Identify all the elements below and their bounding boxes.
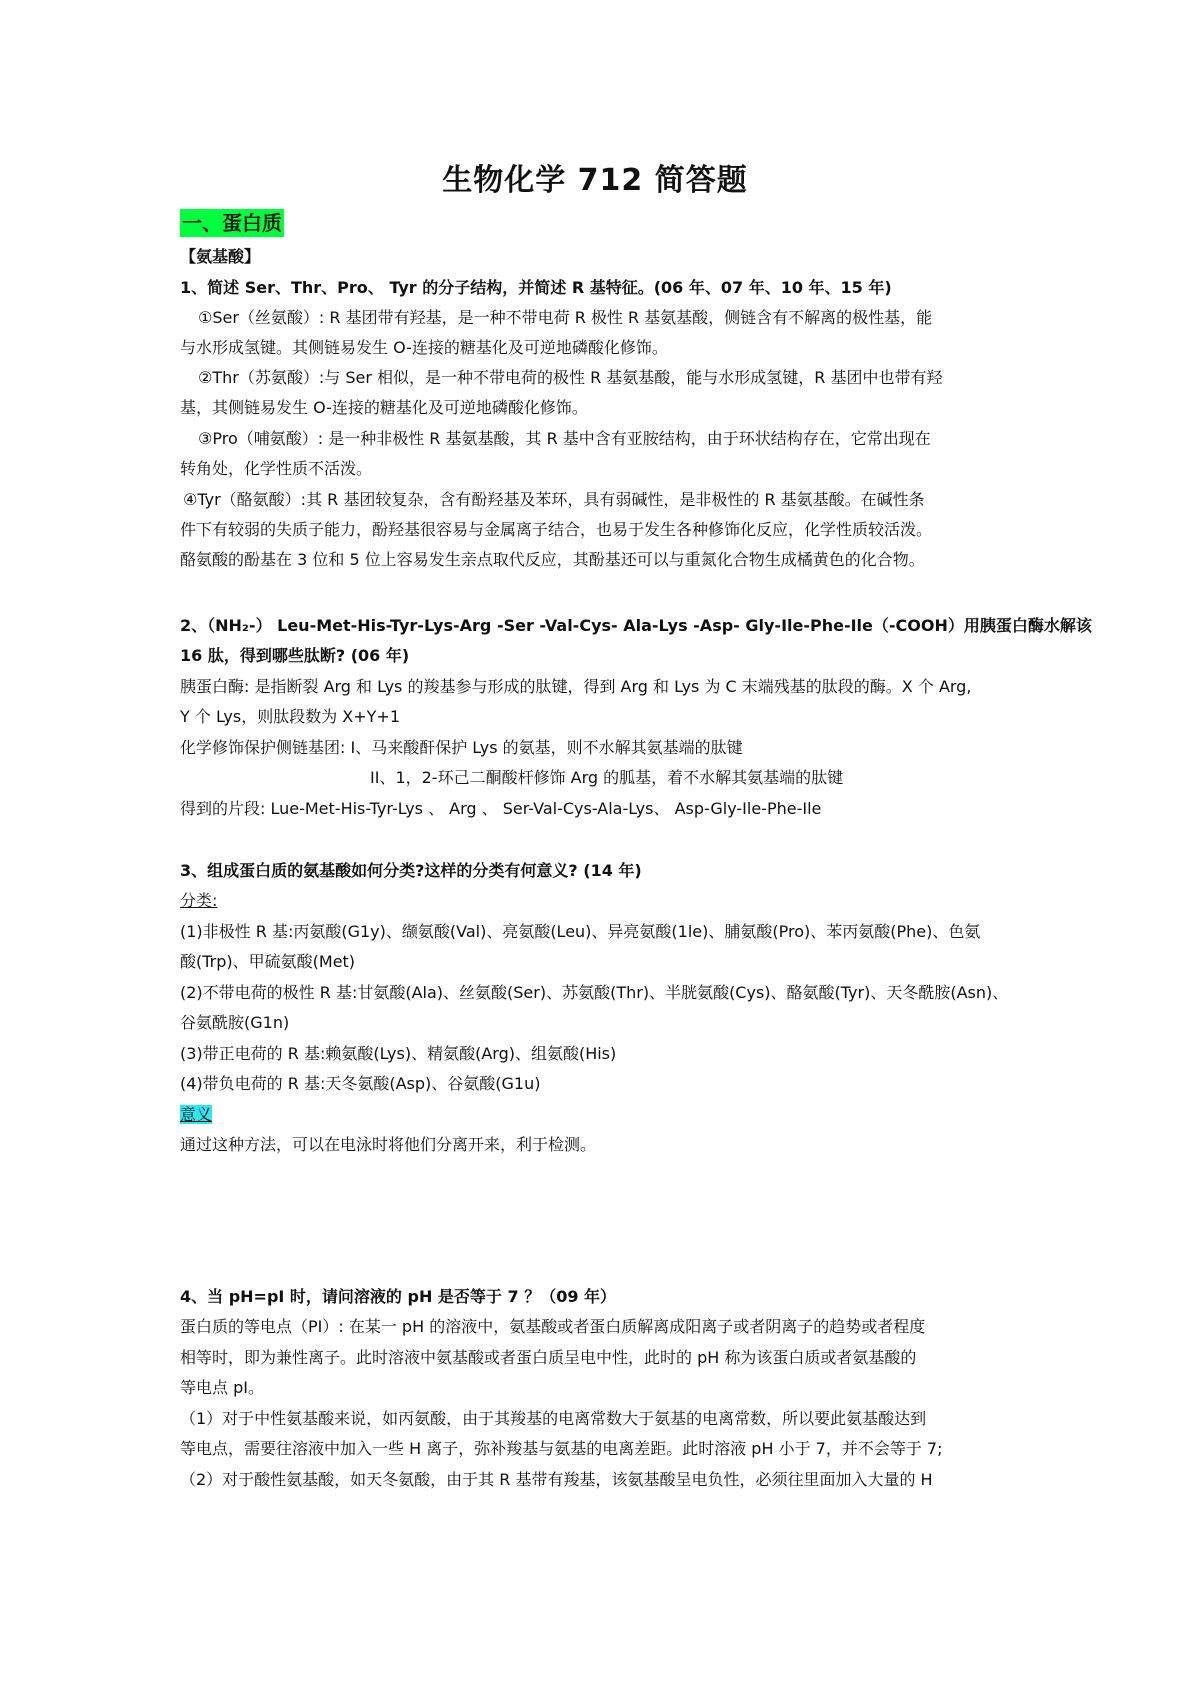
- q1-text-line: ③Pro（哺氨酸）: 是一种非极性 R 基氨基酸，其 R 基中含有亚胺结构，由于环状结构存在，它常出现在: [198, 429, 931, 448]
- meaning-heading: [180, 1104, 212, 1126]
- q1-text-line: ②Thr（苏氨酸）:与 Ser 相似，是一种不带电荷的极性 R 基氨基酸，能与水形成氢键，R 基团中也带有羟: [198, 368, 943, 387]
- q3-text-line: (1)非极性 R 基:丙氨酸(G1y)、缬氨酸(Val)、亮氨酸(Leu)、异亮氨酸(1le)、脯氨酸(Pro)、苯丙氨酸(Phe)、色氨: [180, 922, 981, 941]
- q2-text-line: 得到的片段: Lue-Met-His-Tyr-Lys 、 Arg 、 Ser-Val-Cys-Ala-Lys、 Asp-Gly-Ile-Phe-Ile: [180, 799, 822, 818]
- q1-text-line: 酪氨酸的酚基在 3 位和 5 位上容易发生亲点取代反应，其酚基还可以与重氮化合物生成橘黄色的化合物。: [180, 550, 925, 569]
- section-heading: [180, 212, 284, 236]
- subsection-heading: 【氨基酸】: [180, 247, 261, 266]
- question-4: 4、当 pH=pI 时，请问溶液的 pH 是否等于 7 ？（09 年）: [180, 1287, 617, 1306]
- q3-text-line: 谷氨酰胺(G1n): [180, 1013, 290, 1032]
- question-1: 1、简述 Ser、Thr、Pro、 Tyr 的分子结构，并简述 R 基特征。(06 年、07 年、10 年、15 年): [180, 278, 892, 297]
- meaning-label: 意义: [180, 1105, 213, 1124]
- q2-text-line: II、1，2-环己二酮酸杆修饰 Arg 的胍基，着不水解其氨基端的肽键: [370, 768, 844, 787]
- document-title: 生物化学 712 简答题: [442, 163, 748, 198]
- q4-text-line: （1）对于中性氨基酸来说，如丙氨酸，由于其羧基的电离常数大于氨基的电离常数，所以要此氨基酸达到: [180, 1409, 927, 1428]
- q4-text-line: 等电点 pI。: [180, 1378, 264, 1397]
- q1-text-line: 转角处，化学性质不活泼。: [180, 459, 373, 478]
- question-2-line-1: 2、（NH₂-） Leu-Met-His-Tyr-Lys-Arg -Ser -Val-Cys- Ala-Lys -Asp- Gly-Ile-Phe-Ile（-COOH）用胰蛋白酶水解该: [180, 616, 1092, 635]
- q4-text-line: （2）对于酸性氨基酸，如天冬氨酸，由于其 R 基带有羧基，该氨基酸呈电负性，必须往里面加入大量的 H: [180, 1470, 933, 1489]
- question-3: 3、组成蛋白质的氨基酸如何分类?这样的分类有何意义? (14 年): [180, 861, 642, 880]
- q2-text-line: 胰蛋白酶: 是指断裂 Arg 和 Lys 的羧基参与形成的肽键，得到 Arg 和 Lys 为 C 末端残基的肽段的酶。X 个 Arg,: [180, 677, 972, 696]
- classification-label: 分类:: [180, 891, 218, 910]
- section-title-protein: 一、蛋白质: [182, 211, 282, 235]
- q3-text-line: 酸(Trp)、甲硫氨酸(Met): [180, 952, 356, 971]
- q3-text-line: (3)带正电荷的 R 基:赖氨酸(Lys)、精氨酸(Arg)、组氨酸(His): [180, 1044, 617, 1063]
- q4-text-line: 蛋白质的等电点（PI）: 在某一 pH 的溶液中，氨基酸或者蛋白质解离成阳离子或者阴离子的趋势或者程度: [180, 1317, 926, 1336]
- meaning-text: 通过这种方法，可以在电泳时将他们分离开来，利于检测。: [180, 1135, 597, 1154]
- q1-text-line: 基，其侧链易发生 O-连接的糖基化及可逆地磷酸化修饰。: [180, 398, 588, 417]
- q1-text-line: 与水形成氢键。其侧链易发生 O-连接的糖基化及可逆地磷酸化修饰。: [180, 338, 668, 357]
- q3-text-line: (4)带负电荷的 R 基:天冬氨酸(Asp)、谷氨酸(G1u): [180, 1074, 541, 1093]
- q4-text-line: 相等时，即为兼性离子。此时溶液中氨基酸或者蛋白质呈电中性，此时的 pH 称为该蛋白质或者氨基酸的: [180, 1348, 917, 1367]
- question-2-line-2: 16 肽，得到哪些肽断? (06 年): [180, 646, 410, 665]
- q2-text-line: Y 个 Lys，则肽段数为 X+Y+1: [180, 707, 401, 726]
- q2-text-line: 化学修饰保护侧链基团: I、马来酸酐保护 Lys 的氨基，则不水解其氨基端的肽键: [180, 738, 743, 757]
- q1-text-line: ④Tyr（酪氨酸）:其 R 基团较复杂，含有酚羟基及苯环，具有弱碱性，是非极性的 R 基氨基酸。在碱性条: [183, 490, 925, 509]
- q4-text-line: 等电点，需要往溶液中加入一些 H 离子，弥补羧基与氨基的电离差距。此时溶液 pH 小于 7，并不会等于 7;: [180, 1439, 943, 1458]
- q3-text-line: (2)不带电荷的极性 R 基:甘氨酸(Ala)、丝氨酸(Ser)、苏氨酸(Thr)、半胱氨酸(Cys)、酪氨酸(Tyr)、天冬酰胺(Asn)、: [180, 983, 1009, 1002]
- q1-text-line: ①Ser（丝氨酸）: R 基团带有羟基，是一种不带电荷 R 极性 R 基氨基酸，侧链含有不解离的极性基，能: [198, 308, 933, 327]
- q1-text-line: 件下有较弱的失质子能力，酚羟基很容易与金属离子结合，也易于发生各种修饰化反应，化学性质较活泼。: [180, 520, 933, 539]
